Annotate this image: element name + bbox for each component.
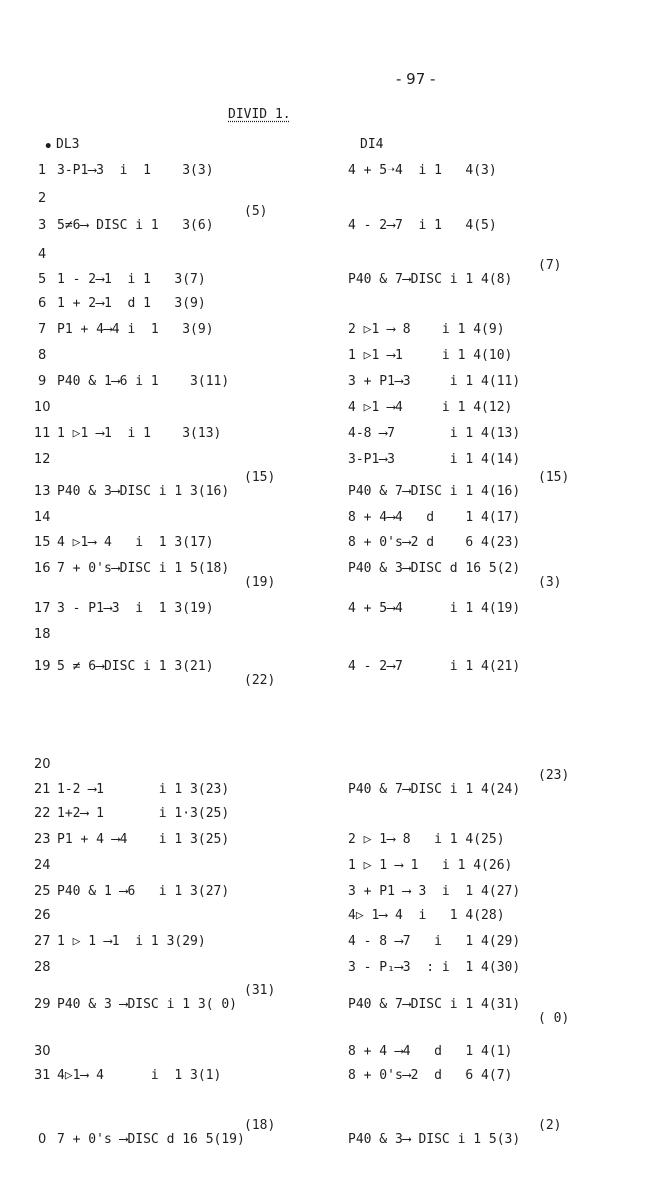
right-instruction: P40 & 3⟶DISC d 16 5(2) <box>348 561 521 576</box>
line-number: 29 <box>34 997 51 1012</box>
line-number: 15 <box>34 535 51 550</box>
line-number: 5 <box>38 272 47 287</box>
left-instruction: P40 & 3 ⟶DISC i 1 3( 0) <box>57 997 238 1012</box>
right-instruction: 4 - 2⟶7 i 1 4(5) <box>348 218 497 233</box>
right-alt-address-upper: (2) <box>538 1118 562 1133</box>
right-alt-address-lower: ( 0) <box>538 1011 570 1026</box>
left-alt-address-upper: (31) <box>244 983 276 998</box>
line-number: 8 <box>38 348 47 363</box>
right-instruction: 8 + 0's⟶2 d 6 4(7) <box>348 1068 513 1083</box>
line-number: 7 <box>38 322 47 337</box>
left-alt-address-upper: (5) <box>244 204 268 219</box>
left-alt-address-lower: (22) <box>244 673 276 688</box>
right-alt-address-upper: (15) <box>538 470 570 485</box>
right-instruction: 2 ▷1 ⟶ 8 i 1 4(9) <box>348 322 505 337</box>
right-instruction: P40 & 7⟶DISC i 1 4(24) <box>348 782 521 797</box>
left-instruction: 3-P1⟶3 i 1 3(3) <box>57 163 214 178</box>
left-instruction: P40 & 1 ⟶6 i 1 3(27) <box>57 884 230 899</box>
line-number: 0 <box>38 1132 47 1147</box>
line-number: 28 <box>34 960 51 975</box>
line-number: 19 <box>34 659 51 674</box>
right-instruction: 4 + 5⟶4 i 1 4(19) <box>348 601 521 616</box>
line-number: 25 <box>34 884 51 899</box>
right-instruction: 4 + 5➝4 i 1 4(3) <box>348 163 497 178</box>
left-instruction: 1 ▷ 1 ⟶1 i 1 3(29) <box>57 934 206 949</box>
line-number: 21 <box>34 782 51 797</box>
left-alt-address-lower: (19) <box>244 575 276 590</box>
line-number: 20 <box>34 757 51 772</box>
line-number: 17 <box>34 601 51 616</box>
right-instruction: P40 & 7⟶DISC i 1 4(16) <box>348 484 521 499</box>
left-instruction: 5 ≠ 6⟶DISC i 1 3(21) <box>57 659 214 674</box>
left-instruction: P40 & 1⟶6 i 1 3(11) <box>57 374 230 389</box>
line-number: 26 <box>34 908 51 923</box>
line-number: 27 <box>34 934 51 949</box>
line-number: 11 <box>34 426 51 441</box>
left-instruction: 5≠6⟶ DISC i 1 3(6) <box>57 218 214 233</box>
left-instruction: 3 - P1⟶3 i 1 3(19) <box>57 601 214 616</box>
left-instruction: 1 ▷1 ⟶1 i 1 3(13) <box>57 426 222 441</box>
right-column-header: DI4 <box>360 137 384 152</box>
right-instruction: 3 + P1⟶3 i 1 4(11) <box>348 374 521 389</box>
right-instruction: 4 - 8 ⟶7 i 1 4(29) <box>348 934 521 949</box>
line-number: 9 <box>38 374 47 389</box>
left-instruction: 4 ▷1⟶ 4 i 1 3(17) <box>57 535 214 550</box>
right-instruction: 1 ▷1 ⟶1 i 1 4(10) <box>348 348 513 363</box>
right-alt-address-upper: (23) <box>538 768 570 783</box>
left-instruction: 1-2 ⟶1 i 1 3(23) <box>57 782 230 797</box>
page-number: - 97 - <box>396 70 436 88</box>
right-alt-address-lower: (3) <box>538 575 562 590</box>
line-number: 3 <box>38 218 47 233</box>
right-instruction: 4 - 2⟶7 i 1 4(21) <box>348 659 521 674</box>
line-number: 22 <box>34 806 51 821</box>
line-number: 10 <box>34 400 51 415</box>
line-number: 30 <box>34 1044 51 1059</box>
right-alt-address-upper: (7) <box>538 258 562 273</box>
right-instruction: 3-P1⟶3 i 1 4(14) <box>348 452 521 467</box>
right-instruction: 4-8 ⟶7 i 1 4(13) <box>348 426 521 441</box>
left-instruction: P1 + 4 ⟶4 i 1 3(25) <box>57 832 230 847</box>
right-instruction: P40 & 3⟶ DISC i 1 5(3) <box>348 1132 521 1147</box>
left-instruction: 7 + 0's ⟶DISC d 16 5(19) <box>57 1132 245 1147</box>
line-number: 13 <box>34 484 51 499</box>
line-number: 14 <box>34 510 51 525</box>
bullet-marker: • <box>44 139 53 155</box>
right-instruction: 2 ▷ 1⟶ 8 i 1 4(25) <box>348 832 505 847</box>
line-number: 31 <box>34 1068 51 1083</box>
line-number: 2 <box>38 191 47 206</box>
line-number: 16 <box>34 561 51 576</box>
left-instruction: 4▷1⟶ 4 i 1 3(1) <box>57 1068 222 1083</box>
line-number: 24 <box>34 858 51 873</box>
line-number: 1 <box>38 163 47 178</box>
left-instruction: 1+2⟶ 1 i 1·3(25) <box>57 806 230 821</box>
left-alt-address-upper: (15) <box>244 470 276 485</box>
section-title: DIVID 1. <box>228 107 291 122</box>
left-column-header: DL3 <box>56 137 80 152</box>
left-instruction: P40 & 3⟶DISC i 1 3(16) <box>57 484 230 499</box>
right-instruction: 8 + 4⟶4 d 1 4(17) <box>348 510 521 525</box>
right-instruction: 4 ▷1 ⟶4 i 1 4(12) <box>348 400 513 415</box>
right-instruction: 3 - P₁⟶3 : i 1 4(30) <box>348 960 521 975</box>
line-number: 6 <box>38 296 47 311</box>
left-instruction: P1 + 4⟶4 i 1 3(9) <box>57 322 214 337</box>
line-number: 12 <box>34 452 51 467</box>
left-instruction: 1 + 2⟶1 d 1 3(9) <box>57 296 206 311</box>
right-instruction: 4▷ 1⟶ 4 i 1 4(28) <box>348 908 505 923</box>
right-instruction: 1 ▷ 1 ⟶ 1 i 1 4(26) <box>348 858 513 873</box>
right-instruction: P40 & 7⟶DISC i 1 4(31) <box>348 997 521 1012</box>
right-instruction: 3 + P1 ⟶ 3 i 1 4(27) <box>348 884 521 899</box>
line-number: 18 <box>34 627 51 642</box>
right-instruction: P40 & 7⟶DISC i 1 4(8) <box>348 272 513 287</box>
line-number: 4 <box>38 247 47 262</box>
left-instruction: 1 - 2⟶1 i 1 3(7) <box>57 272 206 287</box>
left-alt-address-upper: (18) <box>244 1118 276 1133</box>
left-instruction: 7 + 0's⟶DISC i 1 5(18) <box>57 561 230 576</box>
line-number: 23 <box>34 832 51 847</box>
right-instruction: 8 + 4 ⟶4 d 1 4(1) <box>348 1044 513 1059</box>
right-instruction: 8 + 0's⟶2 d 6 4(23) <box>348 535 521 550</box>
